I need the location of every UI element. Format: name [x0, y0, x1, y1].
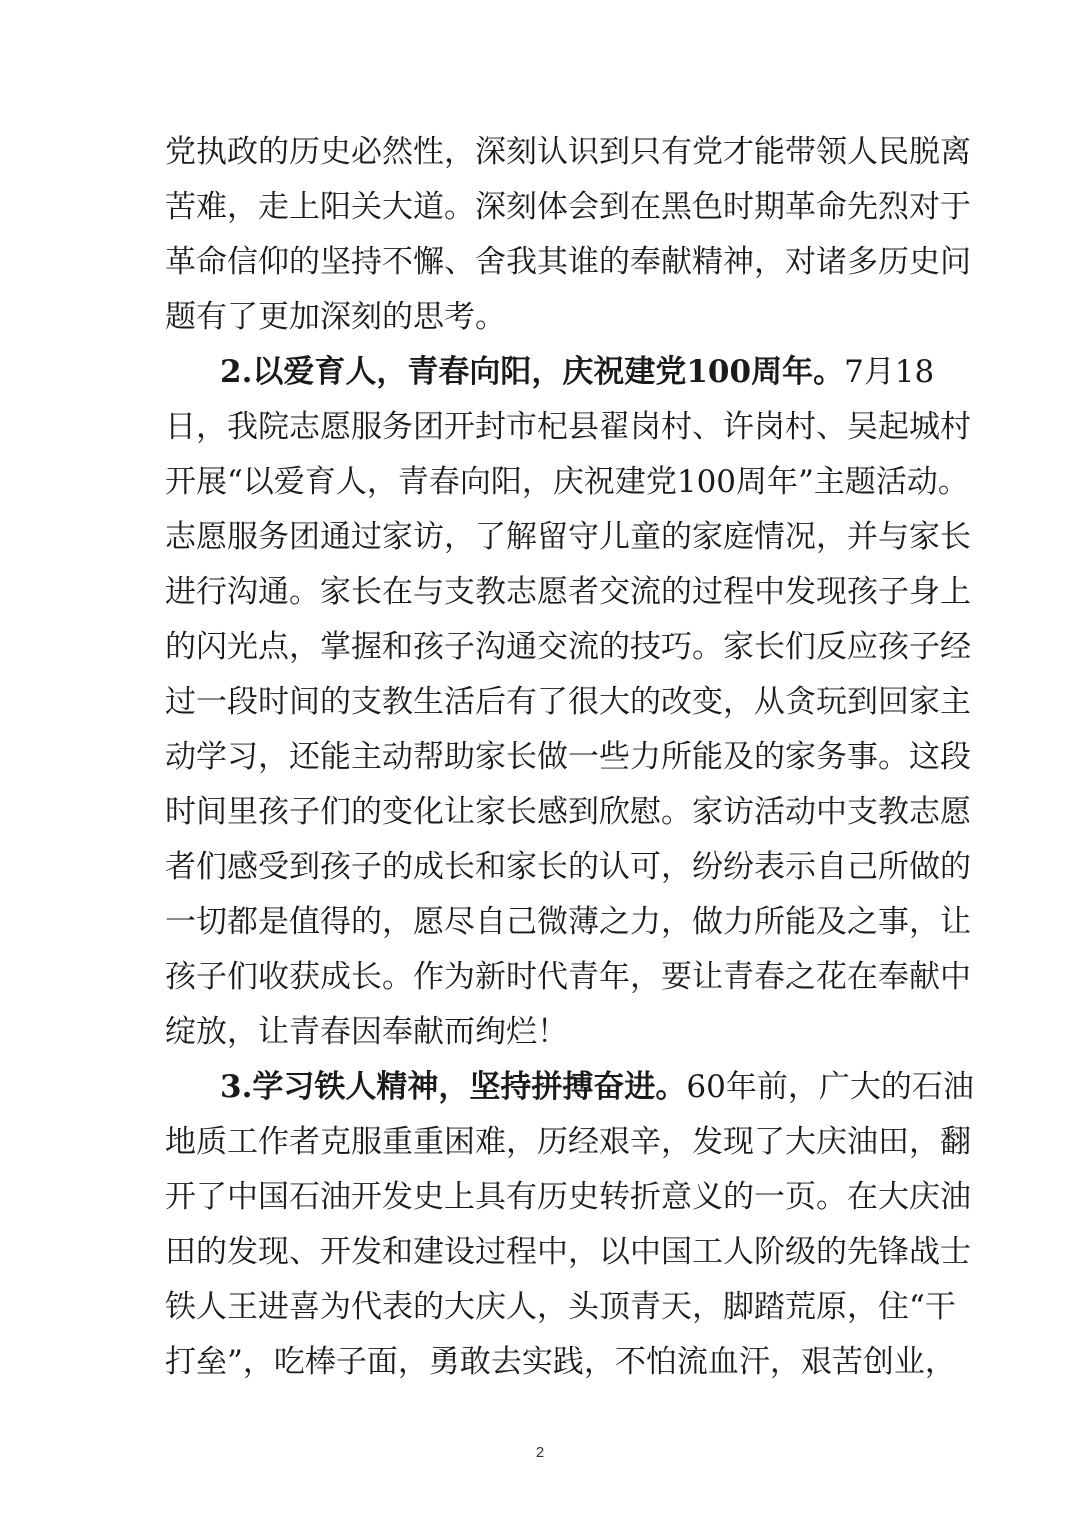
section-2-first-line-rest: 7月18 — [844, 354, 935, 390]
section-3-first-line — [220, 1067, 974, 1107]
section-2-heading: 2.以爱育人，青春向阳，庆祝建党100周年。 — [220, 354, 845, 390]
text-line: 铁人王进喜为代表的大庆人，头顶青天，脚踏荒原，住“干 — [165, 1289, 956, 1325]
text-line: 动学习，还能主动帮助家长做一些力所能及的家务事。这段 — [165, 739, 971, 775]
text-line: 革命信仰的坚持不懈、舍我其谁的奉献精神，对诸多历史问 — [165, 244, 971, 280]
text-line: 的闪光点，掌握和孩子沟通交流的技巧。家长们反应孩子经 — [165, 629, 971, 665]
text-line: 题有了更加深刻的思考。 — [165, 299, 506, 335]
text-line: 开了中国石油开发史上具有历史转折意义的一页。在大庆油 — [165, 1179, 971, 1215]
text-line: 时间里孩子们的变化让家长感到欣慰。家访活动中支教志愿 — [165, 794, 971, 830]
text-line: 者们感受到孩子的成长和家长的认可，纷纷表示自己所做的 — [165, 849, 971, 885]
text-line: 绽放，让青春因奉献而绚烂！ — [165, 1014, 568, 1050]
text-line: 一切都是值得的，愿尽自己微薄之力，做力所能及之事，让 — [165, 904, 971, 940]
text-line: 打垒”，吃棒子面，勇敢去实践，不怕流血汗，艰苦创业， — [165, 1344, 956, 1380]
text-line: 日，我院志愿服务团开封市杞县翟岗村、许岗村、吴起城村 — [165, 409, 971, 445]
text-line: 开展“以爱育人，青春向阳，庆祝建党100周年”主题活动。 — [165, 464, 969, 500]
text-line: 党执政的历史必然性，深刻认识到只有党才能带领人民脱离 — [165, 134, 971, 170]
text-line: 过一段时间的支教生活后有了很大的改变，从贪玩到回家主 — [165, 684, 971, 720]
text-line: 田的发现、开发和建设过程中，以中国工人阶级的先锋战士 — [165, 1234, 971, 1270]
page-number: 2 — [535, 1444, 545, 1461]
text-line: 孩子们收获成长。作为新时代青年，要让青春之花在奉献中 — [165, 959, 971, 995]
text-line: 志愿服务团通过家访，了解留守儿童的家庭情况，并与家长 — [165, 519, 971, 555]
section-3-first-line-rest: 60年前，广大的石油 — [686, 1069, 974, 1105]
section-2-first-line — [220, 352, 935, 392]
text-line: 地质工作者克服重重困难，历经艰辛，发现了大庆油田，翻 — [165, 1124, 971, 1160]
text-line: 苦难，走上阳关大道。深刻体会到在黑色时期革命先烈对于 — [165, 189, 971, 225]
section-3-heading: 3.学习铁人精神，坚持拼搏奋进。 — [220, 1069, 687, 1105]
text-line: 进行沟通。家长在与支教志愿者交流的过程中发现孩子身上 — [165, 574, 971, 610]
